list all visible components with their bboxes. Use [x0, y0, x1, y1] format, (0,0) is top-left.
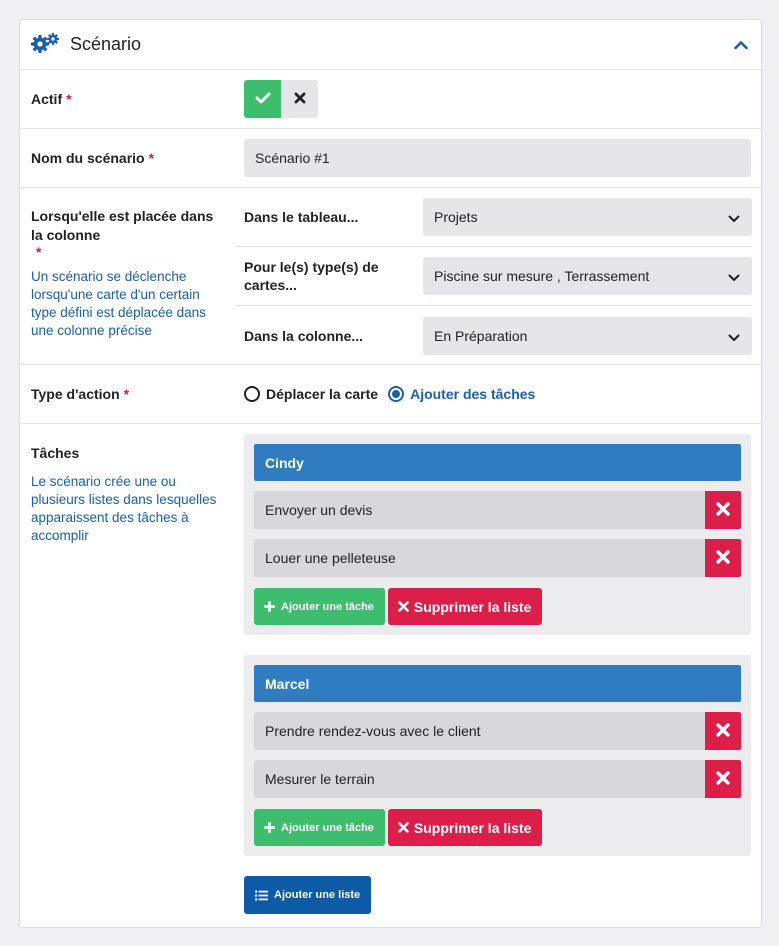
- task-list-name[interactable]: Marcel: [254, 665, 741, 702]
- panel-header: [20, 20, 761, 70]
- active-label: [20, 70, 244, 128]
- task-lists: [244, 424, 751, 914]
- action-type-label-text: Type d'action: [31, 386, 120, 402]
- action-type-label: [20, 386, 244, 402]
- close-icon: [294, 91, 306, 107]
- scenario-panel: [19, 19, 762, 928]
- add-task-label: Ajouter une tâche: [281, 821, 374, 834]
- types-label: Pour le(s) type(s) de cartes...: [244, 259, 379, 293]
- plus-icon: [264, 601, 275, 612]
- radio-add-tasks-label: Ajouter des tâches: [410, 386, 536, 402]
- task-item: [254, 712, 741, 750]
- delete-task-button[interactable]: [705, 539, 741, 577]
- task-item: [254, 539, 741, 577]
- required-mark: *: [123, 386, 130, 402]
- close-icon: [716, 550, 730, 567]
- delete-task-button[interactable]: [705, 760, 741, 798]
- trigger-help: Un scénario se déclenche lorsqu'une carte d'un certain type défini est déplacée dans une colonne précise: [31, 269, 206, 338]
- board-select-value: Projets: [434, 209, 478, 225]
- name-label-text: Nom du scénario: [31, 150, 145, 166]
- task-list-name[interactable]: Cindy: [254, 444, 741, 481]
- task-name[interactable]: Mesurer le terrain: [254, 760, 705, 798]
- chevron-down-icon: [728, 269, 740, 285]
- chevron-down-icon: [728, 210, 740, 226]
- required-mark: *: [36, 244, 42, 260]
- active-label-text: Actif: [31, 91, 63, 107]
- types-row: [235, 247, 752, 306]
- active-row: [20, 70, 761, 129]
- radio-circle-selected[interactable]: [388, 386, 404, 402]
- active-yes-button[interactable]: [244, 80, 281, 118]
- action-type-radios: [244, 386, 545, 402]
- task-item: [254, 760, 741, 798]
- column-select[interactable]: [423, 317, 752, 355]
- radio-circle[interactable]: [244, 386, 260, 402]
- board-select[interactable]: [423, 198, 752, 236]
- close-icon: [398, 822, 409, 833]
- tasks-help: Le scénario crée une ou plusieurs listes dans lesquelles apparaissent des tâches à accomplir: [31, 474, 217, 543]
- required-mark: *: [148, 150, 155, 166]
- close-icon: [716, 502, 730, 519]
- add-task-label: Ajouter une tâche: [281, 600, 374, 613]
- task-name[interactable]: Louer une pelleteuse: [254, 539, 705, 577]
- active-toggle: [244, 80, 318, 128]
- delete-task-button[interactable]: [705, 712, 741, 750]
- types-select-value: Piscine sur mesure , Terrassement: [434, 268, 650, 284]
- delete-list-label: Supprimer la liste: [413, 819, 532, 836]
- name-label: [20, 129, 244, 187]
- plus-icon: [264, 822, 275, 833]
- trigger-label-text: Lorsqu'elle est placée dans la colonne: [31, 208, 214, 243]
- close-icon: [716, 771, 730, 788]
- add-list-button[interactable]: [244, 876, 371, 914]
- types-select[interactable]: [423, 257, 752, 295]
- task-name[interactable]: Envoyer un devis: [254, 491, 705, 529]
- gears-icon: [30, 32, 60, 57]
- close-icon: [398, 601, 409, 612]
- close-icon: [716, 723, 730, 740]
- trigger-fields: [235, 188, 752, 364]
- chevron-down-icon: [728, 329, 740, 345]
- add-task-button[interactable]: [254, 809, 385, 846]
- radio-move-card[interactable]: [244, 386, 378, 402]
- task-name[interactable]: Prendre rendez-vous avec le client: [254, 712, 705, 750]
- add-task-button[interactable]: [254, 588, 385, 625]
- task-list: [244, 434, 751, 635]
- radio-add-tasks[interactable]: [388, 386, 535, 402]
- board-row: [235, 188, 752, 247]
- list-actions: [254, 588, 741, 625]
- name-row: [20, 129, 761, 188]
- trigger-row: [20, 188, 761, 365]
- column-select-value: En Préparation: [434, 327, 528, 344]
- task-list: [244, 655, 751, 856]
- delete-list-button[interactable]: [388, 809, 542, 846]
- add-list-label: Ajouter une liste: [274, 889, 361, 901]
- board-label: Dans le tableau...: [244, 209, 359, 225]
- delete-task-button[interactable]: [705, 491, 741, 529]
- list-icon: [255, 890, 268, 901]
- panel-title: Scénario: [70, 34, 142, 54]
- active-no-button[interactable]: [281, 80, 318, 118]
- action-type-row: [20, 365, 761, 424]
- add-list-wrapper: [244, 876, 751, 914]
- radio-move-card-label: Déplacer la carte: [266, 386, 379, 402]
- column-label: Dans la colonne...: [244, 327, 364, 344]
- required-mark: *: [66, 91, 72, 107]
- trigger-label: [20, 188, 235, 364]
- delete-list-label: Supprimer la liste: [413, 598, 532, 615]
- tasks-row: [20, 424, 761, 914]
- delete-list-button[interactable]: [388, 588, 542, 625]
- check-icon: [255, 91, 271, 107]
- list-actions: [254, 809, 741, 846]
- column-row: [235, 306, 752, 365]
- scenario-name-input[interactable]: Scénario #1: [244, 139, 751, 177]
- tasks-label-text: Tâches: [31, 445, 80, 461]
- chevron-up-icon[interactable]: [731, 35, 751, 55]
- tasks-label: [20, 424, 244, 914]
- task-item: [254, 491, 741, 529]
